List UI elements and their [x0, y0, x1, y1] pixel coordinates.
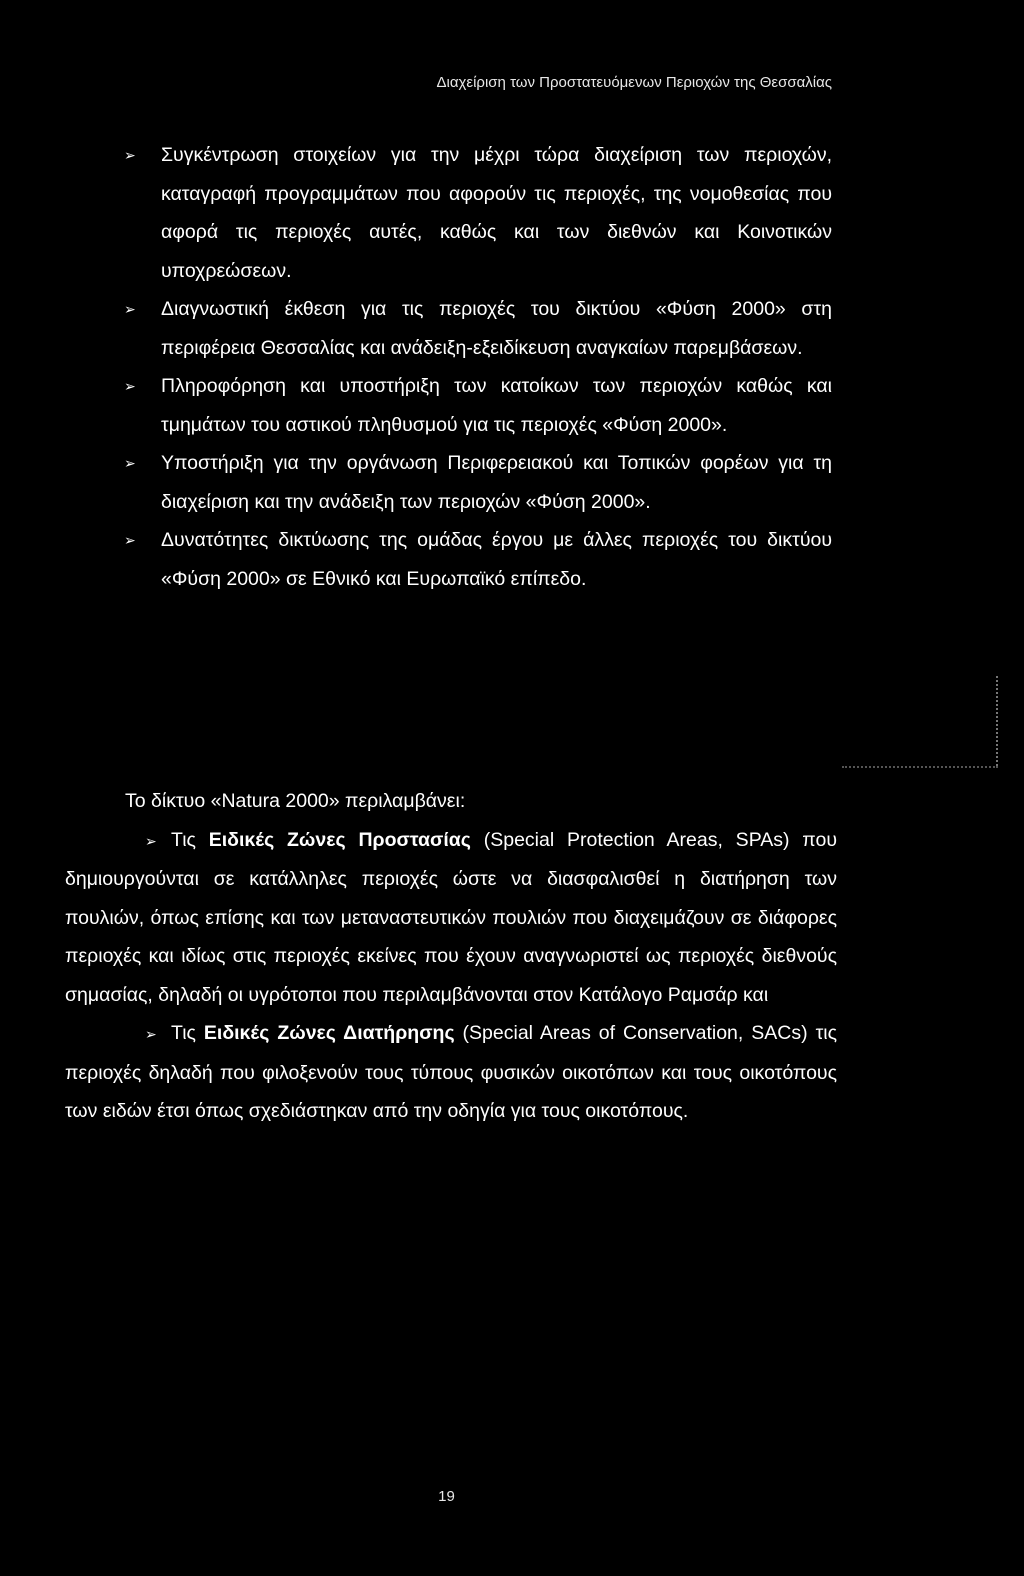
list-item-text: Πληροφόρηση και υποστήριξη των κατοίκων των περιοχών καθώς και τμημάτων του αστικού πληθυσμού για τις περιοχές «Φύση 2000».: [161, 375, 832, 436]
list-item-text: Συγκέντρωση στοιχείων για την μέχρι τώρα διαχείριση των περιοχών, καταγραφή προγραμμάτων που αφορούν τις περιοχές, της νομοθεσίας που αφορά τις περιοχές αυτές, καθώς και των διεθνών και Κοινοτικών υποχρεώσεων.: [161, 144, 832, 282]
arrow-bullet-icon: ➢: [124, 378, 136, 394]
arrow-bullet-icon: ➢: [145, 1026, 157, 1042]
sac-term: Ειδικές Ζώνες Διατήρησης: [203, 1022, 455, 1044]
spa-text: (Special Protection Areas, SPAs) που δημιουργούνται σε κατάλληλες περιοχές ώστε να διασφαλισθεί η διατήρηση των πουλιών, όπως επίσης και των μεταναστευτικών πουλιών που διαχειμάζουν σε διάφορες περιοχές και ιδίως στις περιοχές εκείνες που έχουν αναγνωριστεί ως περιοχές διεθνούς σημασίας, δηλαδή οι υγρότοποι που περιλαμβάνονται στον Κατάλογο Ραμσάρ και: [65, 828, 837, 1006]
arrow-bullet-icon: ➢: [124, 301, 136, 317]
bullet-list: [124, 136, 832, 598]
natura-section: [65, 782, 837, 1131]
page-number: 19: [438, 1488, 455, 1505]
arrow-bullet-icon: ➢: [124, 147, 136, 163]
arrow-bullet-icon: ➢: [145, 832, 157, 849]
scan-artifact: [996, 676, 1001, 766]
arrow-bullet-icon: ➢: [124, 532, 136, 548]
list-item-text: Διαγνωστική έκθεση για τις περιοχές του δικτύου «Φύση 2000» στη περιφέρεια Θεσσαλίας και ανάδειξη-εξειδίκευση αναγκαίων παρεμβάσεων.: [161, 298, 832, 359]
list-item: [124, 367, 832, 444]
spa-prefix: Τις: [171, 828, 209, 851]
list-item: [124, 136, 832, 290]
sac-text: (Special Areas of Conservation, SACs) τις περιοχές δηλαδή που φιλοξενούν τους τύπους φυσικών οικοτόπων και τους οικοτόπους των ειδών έτσι όπως σχεδιάστηκαν από την οδηγία για τους οικοτόπους.: [65, 1022, 838, 1122]
list-item-text: Υποστήριξη για την οργάνωση Περιφερειακού και Τοπικών φορέων για τη διαχείριση και την ανάδειξη των περιοχών «Φύση 2000».: [161, 452, 832, 513]
spa-term: Ειδικές Ζώνες Προστασίας: [208, 828, 471, 851]
natura-intro: Το δίκτυο «Natura 2000» περιλαμβάνει:: [125, 790, 466, 812]
list-item: [124, 444, 832, 521]
list-item: [124, 521, 832, 598]
list-item: [124, 290, 832, 367]
list-item-text: Δυνατότητες δικτύωσης της ομάδας έργου με άλλες περιοχές του δικτύου «Φύση 2000» σε Εθνικό και Ευρωπαϊκό επίπεδο.: [161, 529, 832, 590]
arrow-bullet-icon: ➢: [124, 455, 136, 471]
sac-paragraph: [65, 1014, 837, 1131]
scan-artifact: [842, 766, 998, 768]
running-header: Διαχείριση των Προστατευόμενων Περιοχών της Θεσσαλίας: [436, 74, 832, 91]
sac-prefix: Τις: [171, 1022, 204, 1044]
spa-paragraph: [65, 821, 837, 1015]
